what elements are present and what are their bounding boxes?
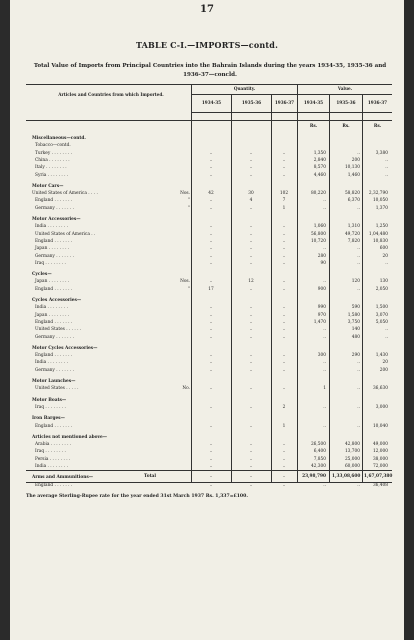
qty-1934-35: .. bbox=[209, 423, 213, 429]
value-1934-35: 26,500 bbox=[310, 442, 326, 448]
value-1934-35: 2,840 bbox=[313, 157, 326, 163]
value-1935-36: .. bbox=[357, 482, 360, 488]
qty-1934-35: .. bbox=[209, 150, 213, 156]
value-1935-36: .. bbox=[357, 150, 360, 156]
value-1936-37: 200 bbox=[379, 367, 388, 373]
value-1936-37: .. bbox=[385, 157, 388, 163]
value-1935-36: .. bbox=[357, 423, 360, 429]
value-1936-37: 38,000 bbox=[372, 456, 388, 462]
value-1936-37: 1,500 bbox=[375, 305, 388, 311]
value-1934-35: 990 bbox=[317, 305, 326, 311]
qty-1935-36: .. bbox=[249, 260, 253, 266]
qty-1936-37: .. bbox=[282, 319, 286, 325]
row-label: Iraq . . . . . . . . bbox=[35, 449, 66, 455]
qty-1935-36: .. bbox=[249, 157, 253, 163]
total-val-1936: 1,67,07,380 bbox=[364, 474, 393, 479]
value-1935-36: 42,800 bbox=[344, 442, 360, 448]
qty-1936-37: .. bbox=[282, 238, 286, 244]
qty-1934-35: .. bbox=[209, 367, 213, 373]
value-1936-37: .. bbox=[385, 260, 388, 266]
row-label: India . . . . . . . . bbox=[35, 224, 69, 230]
qty-1934-35: .. bbox=[209, 456, 213, 462]
value-1934-35: 300 bbox=[317, 353, 326, 359]
row-label: Tobacco—contd. bbox=[35, 143, 71, 149]
row-label: Cycles Accessories— bbox=[32, 298, 82, 303]
row-unit: Nos. bbox=[180, 191, 190, 197]
value-1934-35: 970 bbox=[317, 312, 326, 318]
currency-label-2: Rs. bbox=[342, 123, 350, 128]
value-header: Value. bbox=[337, 86, 353, 91]
qty-1935-36: .. bbox=[249, 205, 253, 211]
qty-1936-37: .. bbox=[282, 286, 286, 292]
qty-1934-35: .. bbox=[209, 353, 213, 359]
footnote: The average Sterling-Rupee rate for the year ended 31st March 1937 Rs. 1,337=£100. bbox=[26, 494, 248, 499]
table-row bbox=[26, 462, 392, 471]
value-1935-36: 1,310 bbox=[347, 224, 360, 230]
value-1935-36: 6,370 bbox=[347, 198, 360, 204]
row-unit: " bbox=[188, 198, 190, 204]
qty-1935-36: .. bbox=[249, 305, 253, 311]
qty-1934-35: .. bbox=[209, 386, 213, 392]
qty-1935-36: .. bbox=[249, 165, 253, 171]
value-1936-37: 10,830 bbox=[372, 238, 388, 244]
value-1935-36: 49,720 bbox=[344, 231, 360, 237]
year-header-v3: 1936-37 bbox=[367, 100, 388, 105]
value-1936-37: .. bbox=[385, 172, 388, 178]
qty-1935-36: .. bbox=[249, 319, 253, 325]
qty-1935-36: .. bbox=[249, 449, 253, 455]
qty-1936-37: .. bbox=[282, 442, 286, 448]
row-label: India . . . . . . . . bbox=[35, 360, 69, 366]
row-label: Iron Barges— bbox=[32, 416, 65, 422]
qty-1934-35: .. bbox=[209, 157, 213, 163]
qty-1934-35: 42 bbox=[208, 191, 214, 197]
row-label: United States . . . . . bbox=[35, 386, 79, 392]
value-1936-37: .. bbox=[385, 327, 388, 333]
qty-1936-37: 1 bbox=[282, 205, 286, 211]
value-1935-36: 480 bbox=[351, 334, 360, 340]
row-label: England . . . . . . . bbox=[35, 319, 73, 325]
value-1936-37: 10,050 bbox=[372, 198, 388, 204]
row-label: Germany . . . . . . . bbox=[35, 367, 74, 373]
qty-1934-35: .. bbox=[209, 319, 213, 325]
qty-1936-37: 1 bbox=[282, 423, 286, 429]
qty-1936-37: .. bbox=[282, 353, 286, 359]
qty-1936-37: .. bbox=[282, 334, 286, 340]
row-label: Turkey . . . . . . . . bbox=[35, 150, 73, 156]
row-label: India . . . . . . . . bbox=[35, 464, 69, 469]
qty-1934-35: .. bbox=[209, 360, 213, 366]
qty-1935-36: .. bbox=[249, 442, 253, 448]
qty-1936-37: .. bbox=[282, 157, 286, 163]
year-header-q3: 1936-37 bbox=[274, 100, 295, 105]
qty-1936-37: 102 bbox=[279, 191, 289, 197]
qty-1934-35: .. bbox=[209, 327, 213, 333]
row-label: Germany . . . . . . . bbox=[35, 334, 74, 340]
qty-1934-35: .. bbox=[209, 238, 213, 244]
value-1935-36: .. bbox=[357, 205, 360, 211]
row-label: Iraq . . . . . . . . bbox=[35, 260, 66, 266]
qty-1934-35: 17 bbox=[208, 286, 214, 292]
value-1936-37: 12,000 bbox=[372, 449, 388, 455]
qty-1934-35: .. bbox=[209, 442, 213, 448]
value-1936-37: .. bbox=[385, 334, 388, 340]
value-1934-35: 1 bbox=[323, 386, 326, 392]
currency-label-3: Rs. bbox=[373, 123, 382, 128]
row-label: England . . . . . . . bbox=[35, 423, 73, 429]
value-1934-35: .. bbox=[323, 246, 326, 252]
qty-1936-37: .. bbox=[282, 150, 286, 156]
qty-1934-35: .. bbox=[209, 231, 213, 237]
qty-1936-37: .. bbox=[282, 260, 286, 266]
value-1936-37: 20 bbox=[382, 360, 388, 366]
year-header-v1: 1934-35 bbox=[303, 100, 324, 105]
row-label: Arms and Ammunitions— bbox=[32, 475, 94, 481]
table-row bbox=[26, 171, 392, 180]
row-label: Motor Cycles Accessories— bbox=[32, 345, 98, 351]
value-1936-37: 3,000 bbox=[375, 404, 388, 410]
qty-1936-37: .. bbox=[282, 231, 286, 237]
value-1935-36: .. bbox=[357, 360, 360, 366]
value-1935-36: 13,700 bbox=[344, 449, 360, 455]
qty-1936-37: .. bbox=[282, 305, 286, 311]
row-label: England . . . . . . . bbox=[35, 286, 73, 292]
value-1936-37: 1,370 bbox=[375, 205, 388, 211]
value-1935-36: 590 bbox=[351, 305, 360, 311]
row-label: Motor Launches— bbox=[32, 379, 76, 384]
value-1936-37: 10,040 bbox=[372, 423, 388, 429]
imports-table bbox=[26, 84, 392, 490]
table-row bbox=[26, 481, 392, 490]
qty-1934-35: .. bbox=[209, 404, 213, 410]
qty-1936-37: .. bbox=[282, 312, 286, 318]
row-label: England . . . . . . . bbox=[35, 482, 73, 488]
qty-1934-35: .. bbox=[209, 334, 213, 340]
row-unit: Nos. bbox=[180, 279, 190, 285]
value-1936-37: 1,04,480 bbox=[368, 231, 388, 237]
value-1934-35: 6,400 bbox=[313, 449, 326, 455]
qty-1935-36: .. bbox=[249, 286, 253, 292]
qty-1935-36: 30 bbox=[248, 191, 254, 197]
qty-1934-35: .. bbox=[209, 449, 213, 455]
row-label: United States . . . . . . bbox=[35, 327, 82, 333]
qty-1936-37: .. bbox=[282, 360, 286, 366]
qty-1935-36: .. bbox=[249, 253, 253, 259]
row-label: England . . . . . . . bbox=[35, 238, 73, 244]
value-1936-37: 600 bbox=[379, 246, 388, 252]
value-1935-36: 10,130 bbox=[344, 165, 360, 171]
table-row bbox=[26, 285, 392, 294]
row-label: Japan . . . . . . . . bbox=[35, 246, 70, 252]
qty-1935-36: .. bbox=[249, 231, 253, 237]
qty-1935-36: .. bbox=[249, 423, 253, 429]
value-1934-35: 8,570 bbox=[313, 165, 326, 171]
value-1935-36: .. bbox=[357, 253, 360, 259]
header-bottom-rule bbox=[26, 120, 392, 121]
value-1934-35: 280 bbox=[317, 253, 326, 259]
value-1935-36: 60,000 bbox=[344, 464, 360, 469]
qty-1934-35: .. bbox=[209, 165, 213, 171]
qty-1934-35: .. bbox=[209, 224, 213, 230]
row-label: Germany . . . . . . . bbox=[35, 253, 74, 259]
value-1935-36: 200 bbox=[351, 157, 360, 163]
row-label: India . . . . . . . . bbox=[35, 305, 69, 311]
year-header-q1: 1934-35 bbox=[201, 100, 222, 105]
value-1934-35: .. bbox=[323, 360, 326, 366]
row-label: Japan . . . . . . . . bbox=[35, 279, 70, 285]
row-label: China . . . . . . . . bbox=[35, 157, 70, 163]
qty-1935-36: 4 bbox=[249, 198, 253, 204]
value-1934-35: .. bbox=[323, 279, 326, 285]
qty-1936-37: .. bbox=[282, 456, 286, 462]
qty-1936-37: .. bbox=[282, 246, 286, 252]
value-1934-35: .. bbox=[323, 367, 326, 373]
row-label: Syria . . . . . . . . bbox=[35, 172, 69, 178]
total-row bbox=[26, 472, 392, 481]
value-1935-36: .. bbox=[357, 246, 360, 252]
table-row bbox=[26, 259, 392, 268]
row-label: Miscellaneous—contd. bbox=[32, 136, 86, 141]
table-row bbox=[26, 384, 392, 393]
document-page bbox=[10, 0, 404, 640]
qty-1936-37: .. bbox=[282, 386, 286, 392]
qty-1935-36: .. bbox=[249, 224, 253, 230]
total-val-1935: 1,33,08,600 bbox=[332, 474, 361, 479]
table-top-rule bbox=[26, 84, 392, 85]
value-1936-37: 1,250 bbox=[375, 224, 388, 230]
value-1935-36: 1,460 bbox=[347, 172, 360, 178]
row-label: Germany . . . . . . . bbox=[35, 205, 74, 211]
value-1934-35: 10,720 bbox=[310, 238, 326, 244]
value-1936-37: 5,050 bbox=[375, 319, 388, 325]
qty-1934-35: .. bbox=[209, 312, 213, 318]
row-label: United States of America . . . . bbox=[32, 191, 98, 197]
row-label: England . . . . . . . bbox=[35, 198, 73, 204]
total-val-1934: 23,98,790 bbox=[302, 474, 326, 479]
value-1936-37: .. bbox=[385, 165, 388, 171]
qty-1934-35: .. bbox=[209, 464, 213, 469]
qty-1935-36: .. bbox=[249, 367, 253, 373]
qty-1935-36: .. bbox=[249, 150, 253, 156]
table-row bbox=[26, 366, 392, 375]
value-1936-37: 72,000 bbox=[372, 464, 388, 469]
value-1935-36: 290 bbox=[351, 353, 360, 359]
qty-1935-36: .. bbox=[249, 312, 253, 318]
value-1934-35: 80,220 bbox=[310, 191, 326, 197]
qty-1934-35: .. bbox=[209, 482, 213, 488]
table-title: TABLE C-I.—IMPORTS—contd. bbox=[135, 40, 279, 50]
value-1935-36: .. bbox=[357, 367, 360, 373]
qty-1936-37: 7 bbox=[282, 198, 286, 204]
value-1936-37: 130 bbox=[379, 279, 388, 285]
qty-1935-36: .. bbox=[249, 238, 253, 244]
qty-1934-35: .. bbox=[209, 305, 213, 311]
year-header-q2: 1935-36 bbox=[241, 100, 262, 105]
value-1934-35: 90 bbox=[320, 260, 326, 266]
table-row bbox=[26, 333, 392, 342]
value-1936-37: 36,408 bbox=[372, 482, 388, 488]
row-unit: No. bbox=[182, 386, 190, 392]
qty-1936-37: 2 bbox=[282, 404, 286, 410]
qty-1935-36: .. bbox=[249, 246, 253, 252]
value-1936-37: 3,380 bbox=[375, 150, 388, 156]
year-header-v2: 1935-36 bbox=[336, 100, 356, 105]
value-1934-35: 900 bbox=[317, 286, 326, 292]
quantity-header: Quantity. bbox=[233, 86, 256, 91]
row-unit: " bbox=[188, 286, 190, 292]
qty-1936-37: .. bbox=[282, 327, 286, 333]
value-1935-36: 7,820 bbox=[347, 238, 360, 244]
qty-1934-35: .. bbox=[209, 279, 213, 285]
value-1936-37: 2,050 bbox=[375, 286, 388, 292]
qty-1934-35: .. bbox=[209, 246, 213, 252]
total-qty-1936: .. bbox=[282, 474, 286, 479]
qty-1935-36: .. bbox=[249, 327, 253, 333]
value-1935-36: 1,580 bbox=[347, 312, 360, 318]
qty-1935-36: .. bbox=[249, 482, 253, 488]
value-1934-35: .. bbox=[323, 198, 326, 204]
value-1934-35: 1,350 bbox=[313, 150, 326, 156]
total-qty-1934: .. bbox=[209, 474, 213, 479]
row-label: Persia . . . . . . . . bbox=[35, 456, 71, 462]
value-1935-36: 25,000 bbox=[344, 456, 360, 462]
qty-1936-37: .. bbox=[282, 482, 286, 488]
qty-1935-36: .. bbox=[249, 456, 253, 462]
value-1934-35: .. bbox=[323, 334, 326, 340]
value-1935-36: .. bbox=[357, 260, 360, 266]
total-qty-1935: .. bbox=[249, 474, 253, 479]
row-label: Cycles— bbox=[32, 272, 52, 278]
qty-1935-36: 12 bbox=[248, 279, 254, 285]
value-1935-36: .. bbox=[357, 286, 360, 292]
row-label: Arabia . . . . . . . . bbox=[35, 442, 72, 448]
value-1936-37: 1,430 bbox=[375, 353, 388, 359]
qty-1935-36: .. bbox=[249, 172, 253, 178]
value-1935-36: .. bbox=[357, 386, 360, 392]
row-label: Motor Accessories— bbox=[32, 217, 81, 222]
value-1936-37: 36,630 bbox=[372, 386, 388, 392]
qty-1934-35: .. bbox=[209, 172, 213, 178]
value-1934-35: 56,800 bbox=[310, 231, 326, 237]
value-1936-37: 49,000 bbox=[372, 442, 388, 448]
value-1934-35: 1,470 bbox=[313, 319, 326, 325]
qty-1936-37: .. bbox=[282, 224, 286, 230]
row-label: Italy . . . . . . . . bbox=[35, 165, 67, 171]
qty-1935-36: .. bbox=[249, 360, 253, 366]
qty-1934-35: .. bbox=[209, 198, 213, 204]
qty-1936-37: .. bbox=[282, 165, 286, 171]
qty-1934-35: .. bbox=[209, 205, 213, 211]
value-1934-35: .. bbox=[323, 404, 326, 410]
value-1934-35: 42,300 bbox=[310, 464, 326, 469]
qty-1935-36: .. bbox=[249, 464, 253, 469]
qty-1935-36: .. bbox=[249, 386, 253, 392]
value-1935-36: 58,820 bbox=[344, 191, 360, 197]
row-label: Motor Cars— bbox=[32, 183, 64, 189]
value-1935-36: 140 bbox=[351, 327, 360, 333]
value-1935-36: 3,750 bbox=[347, 319, 360, 325]
row-label: Japan . . . . . . . . bbox=[35, 312, 70, 318]
value-1934-35: .. bbox=[323, 423, 326, 429]
value-1936-37: 2,32,790 bbox=[368, 191, 388, 197]
qty-1936-37: .. bbox=[282, 253, 286, 259]
value-1934-35: 1,060 bbox=[313, 224, 326, 230]
qty-1936-37: .. bbox=[282, 464, 286, 469]
qty-1934-35: .. bbox=[209, 253, 213, 259]
value-1934-35: .. bbox=[323, 482, 326, 488]
qty-1934-35: .. bbox=[209, 260, 213, 266]
qty-1935-36: .. bbox=[249, 353, 253, 359]
row-unit: " bbox=[188, 205, 190, 211]
value-1934-35: .. bbox=[323, 205, 326, 211]
table-row bbox=[26, 422, 392, 431]
currency-label-1: Rs. bbox=[309, 123, 318, 128]
page-number: 17 bbox=[200, 4, 214, 15]
value-1934-35: .. bbox=[323, 327, 326, 333]
value-1935-36: 120 bbox=[351, 279, 360, 285]
table-row bbox=[26, 403, 392, 412]
qty-1936-37: .. bbox=[282, 367, 286, 373]
qty-1936-37: .. bbox=[282, 279, 286, 285]
qty-1935-36: .. bbox=[249, 334, 253, 340]
value-1935-36: .. bbox=[357, 404, 360, 410]
table-subtitle: Total Value of Imports from Principal Countries into the Bahrain Islands during the years 1934-35, 1935-36 and 1936-37—concld. bbox=[33, 63, 387, 78]
table-row bbox=[26, 204, 392, 213]
value-1936-37: 20 bbox=[382, 253, 388, 259]
qty-1935-36: .. bbox=[249, 404, 253, 410]
total-label: Total bbox=[144, 474, 156, 479]
qty-1936-37: .. bbox=[282, 449, 286, 455]
value-1934-35: 7,850 bbox=[313, 456, 326, 462]
row-label: England . . . . . . . bbox=[35, 353, 73, 359]
qty-1936-37: .. bbox=[282, 172, 286, 178]
row-label: Articles not mentioned above— bbox=[32, 434, 108, 440]
row-label: United States of America . . bbox=[35, 231, 96, 237]
value-1934-35: 4,460 bbox=[313, 172, 326, 178]
row-label: Motor Boats— bbox=[32, 397, 67, 403]
value-1936-37: 3,070 bbox=[375, 312, 388, 318]
articles-header: Articles and Countries from which Imported. bbox=[58, 92, 164, 97]
row-label: Iraq . . . . . . . . bbox=[35, 404, 66, 410]
